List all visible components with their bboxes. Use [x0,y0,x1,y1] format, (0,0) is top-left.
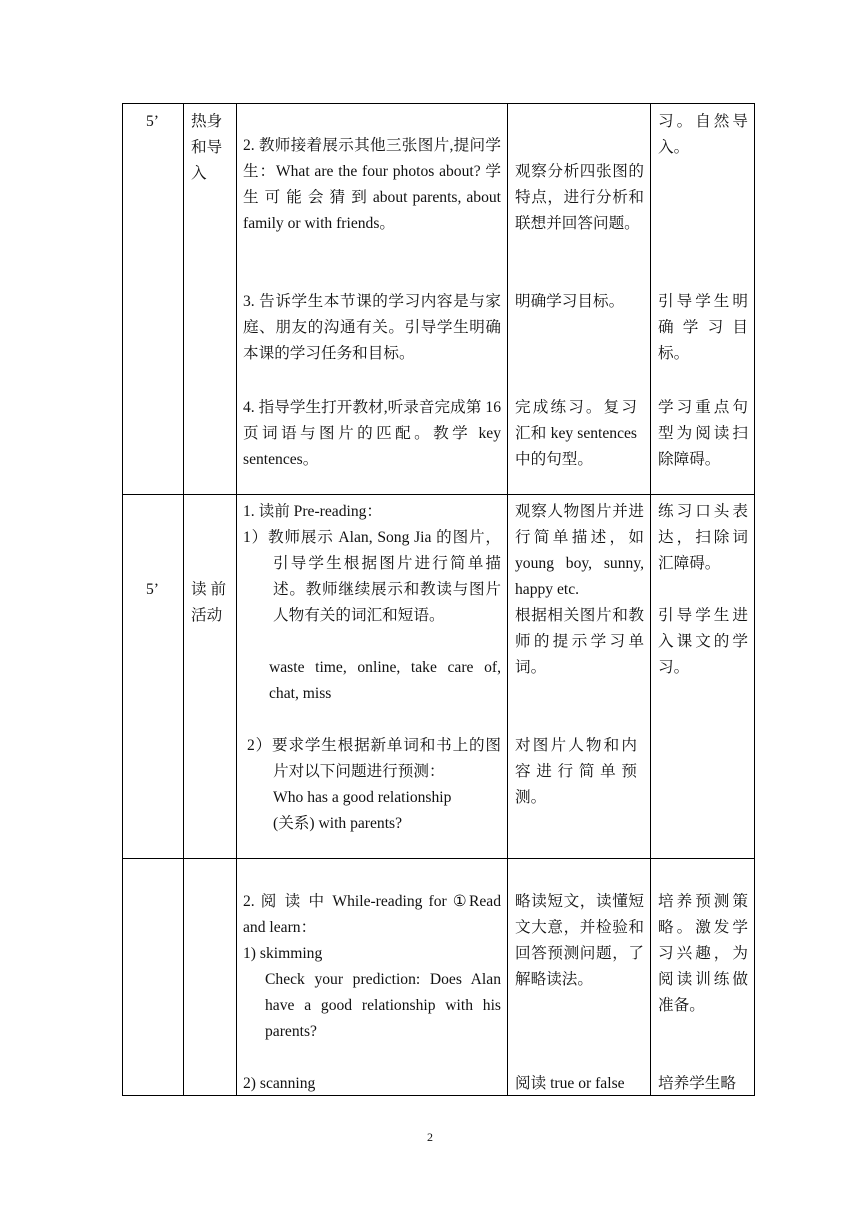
table-divider-stage [236,103,237,1096]
row3-teacher-skimming-question: Check your prediction: Does Alan have a good relationship with his parents? [265,971,501,1040]
row1-purpose-1: 习。自然导入。 [658,113,748,156]
row1-student-activity-2: 明确学习目标。 [515,293,625,310]
row3-student-activity-1: 略读短文，读懂短文大意，并检验和回答预测问题，了解略读法。 [515,893,644,988]
row1-purpose-3: 学习重点句型为阅读扫除障碍。 [658,399,748,468]
row2-student-activity-1: 观察人物图片并进行简单描述，如 young boy, sunny, happy etc. [515,503,644,598]
row2-time: 5’ [146,581,159,598]
row1-time: 5’ [146,113,159,130]
row3-purpose-1: 培养预测策略。激发学习兴趣，为阅读训练做准备。 [658,893,748,1014]
row2-stage: 读 前 活动 [191,581,227,624]
row2-teacher-heading: 1. 读前 Pre-reading： [243,503,383,520]
row1-student-activity-1: 观察分析四张图的特点，进行分析和联想并回答问题。 [515,163,644,232]
row-divider-2 [122,858,755,859]
row2-teacher-vocabulary: waste time, online, take care of, chat, miss [269,659,501,702]
table-border-top [122,103,755,104]
table-divider-time [183,103,184,1096]
row3-purpose-2: 培养学生略 [658,1075,736,1092]
row3-teacher-scanning: 2) scanning [243,1075,316,1092]
row3-teacher-skimming: 1) skimming [243,945,323,962]
table-divider-teacher [507,103,508,1096]
row2-purpose-2: 引导学生进入课文的学习。 [658,607,748,676]
table-border-right [754,103,755,1096]
row2-teacher-step-1: 1）教师展示 Alan, Song Jia 的图片，引导学生根据图片进行简单描述。教师继续展示和教读与图片人物有关的词汇和短语。 [243,529,501,624]
row2-student-activity-3: 对图片人物和内容进行简单预测。 [515,737,637,806]
row1-teacher-item-2: 2. 教师接着展示其他三张图片,提问学生：What are the four photos about? 学 生 可 能 会 猜 到 about parents, about family or with friends。 [243,137,501,232]
row2-teacher-step-2: 2）要求学生根据新单词和书上的图片对以下问题进行预测： [247,737,501,780]
table-divider-student [650,103,651,1096]
row3-teacher-heading: 2. 阅 读 中 While-reading for ①Read and learn： [243,893,501,936]
row1-teacher-item-4: 4. 指导学生打开教材,听录音完成第 16 页词语与图片的匹配。教学 key sentences。 [243,399,501,468]
row1-purpose-2: 引导学生明确 学 习 目标。 [658,293,748,362]
row2-purpose-1: 练习口头表达，扫除词汇障碍。 [658,503,748,572]
row2-student-activity-2: 根据相关图片和教师的提示学习单词。 [515,607,644,676]
row2-teacher-question: Who has a good relationship (关系) with parents? [273,789,452,832]
page-number: 2 [427,1130,433,1144]
row1-student-activity-3: 完成练习。复习汇和 key sentences 中的句型。 [515,399,637,468]
row1-stage: 热身 和导 入 [191,113,223,182]
row1-teacher-item-3: 3. 告诉学生本节课的学习内容是与家庭、朋友的沟通有关。引导学生明确本课的学习任务和目标。 [243,293,501,362]
row-divider-1 [122,494,755,495]
row3-student-activity-2: 阅读 true or false [515,1075,625,1092]
